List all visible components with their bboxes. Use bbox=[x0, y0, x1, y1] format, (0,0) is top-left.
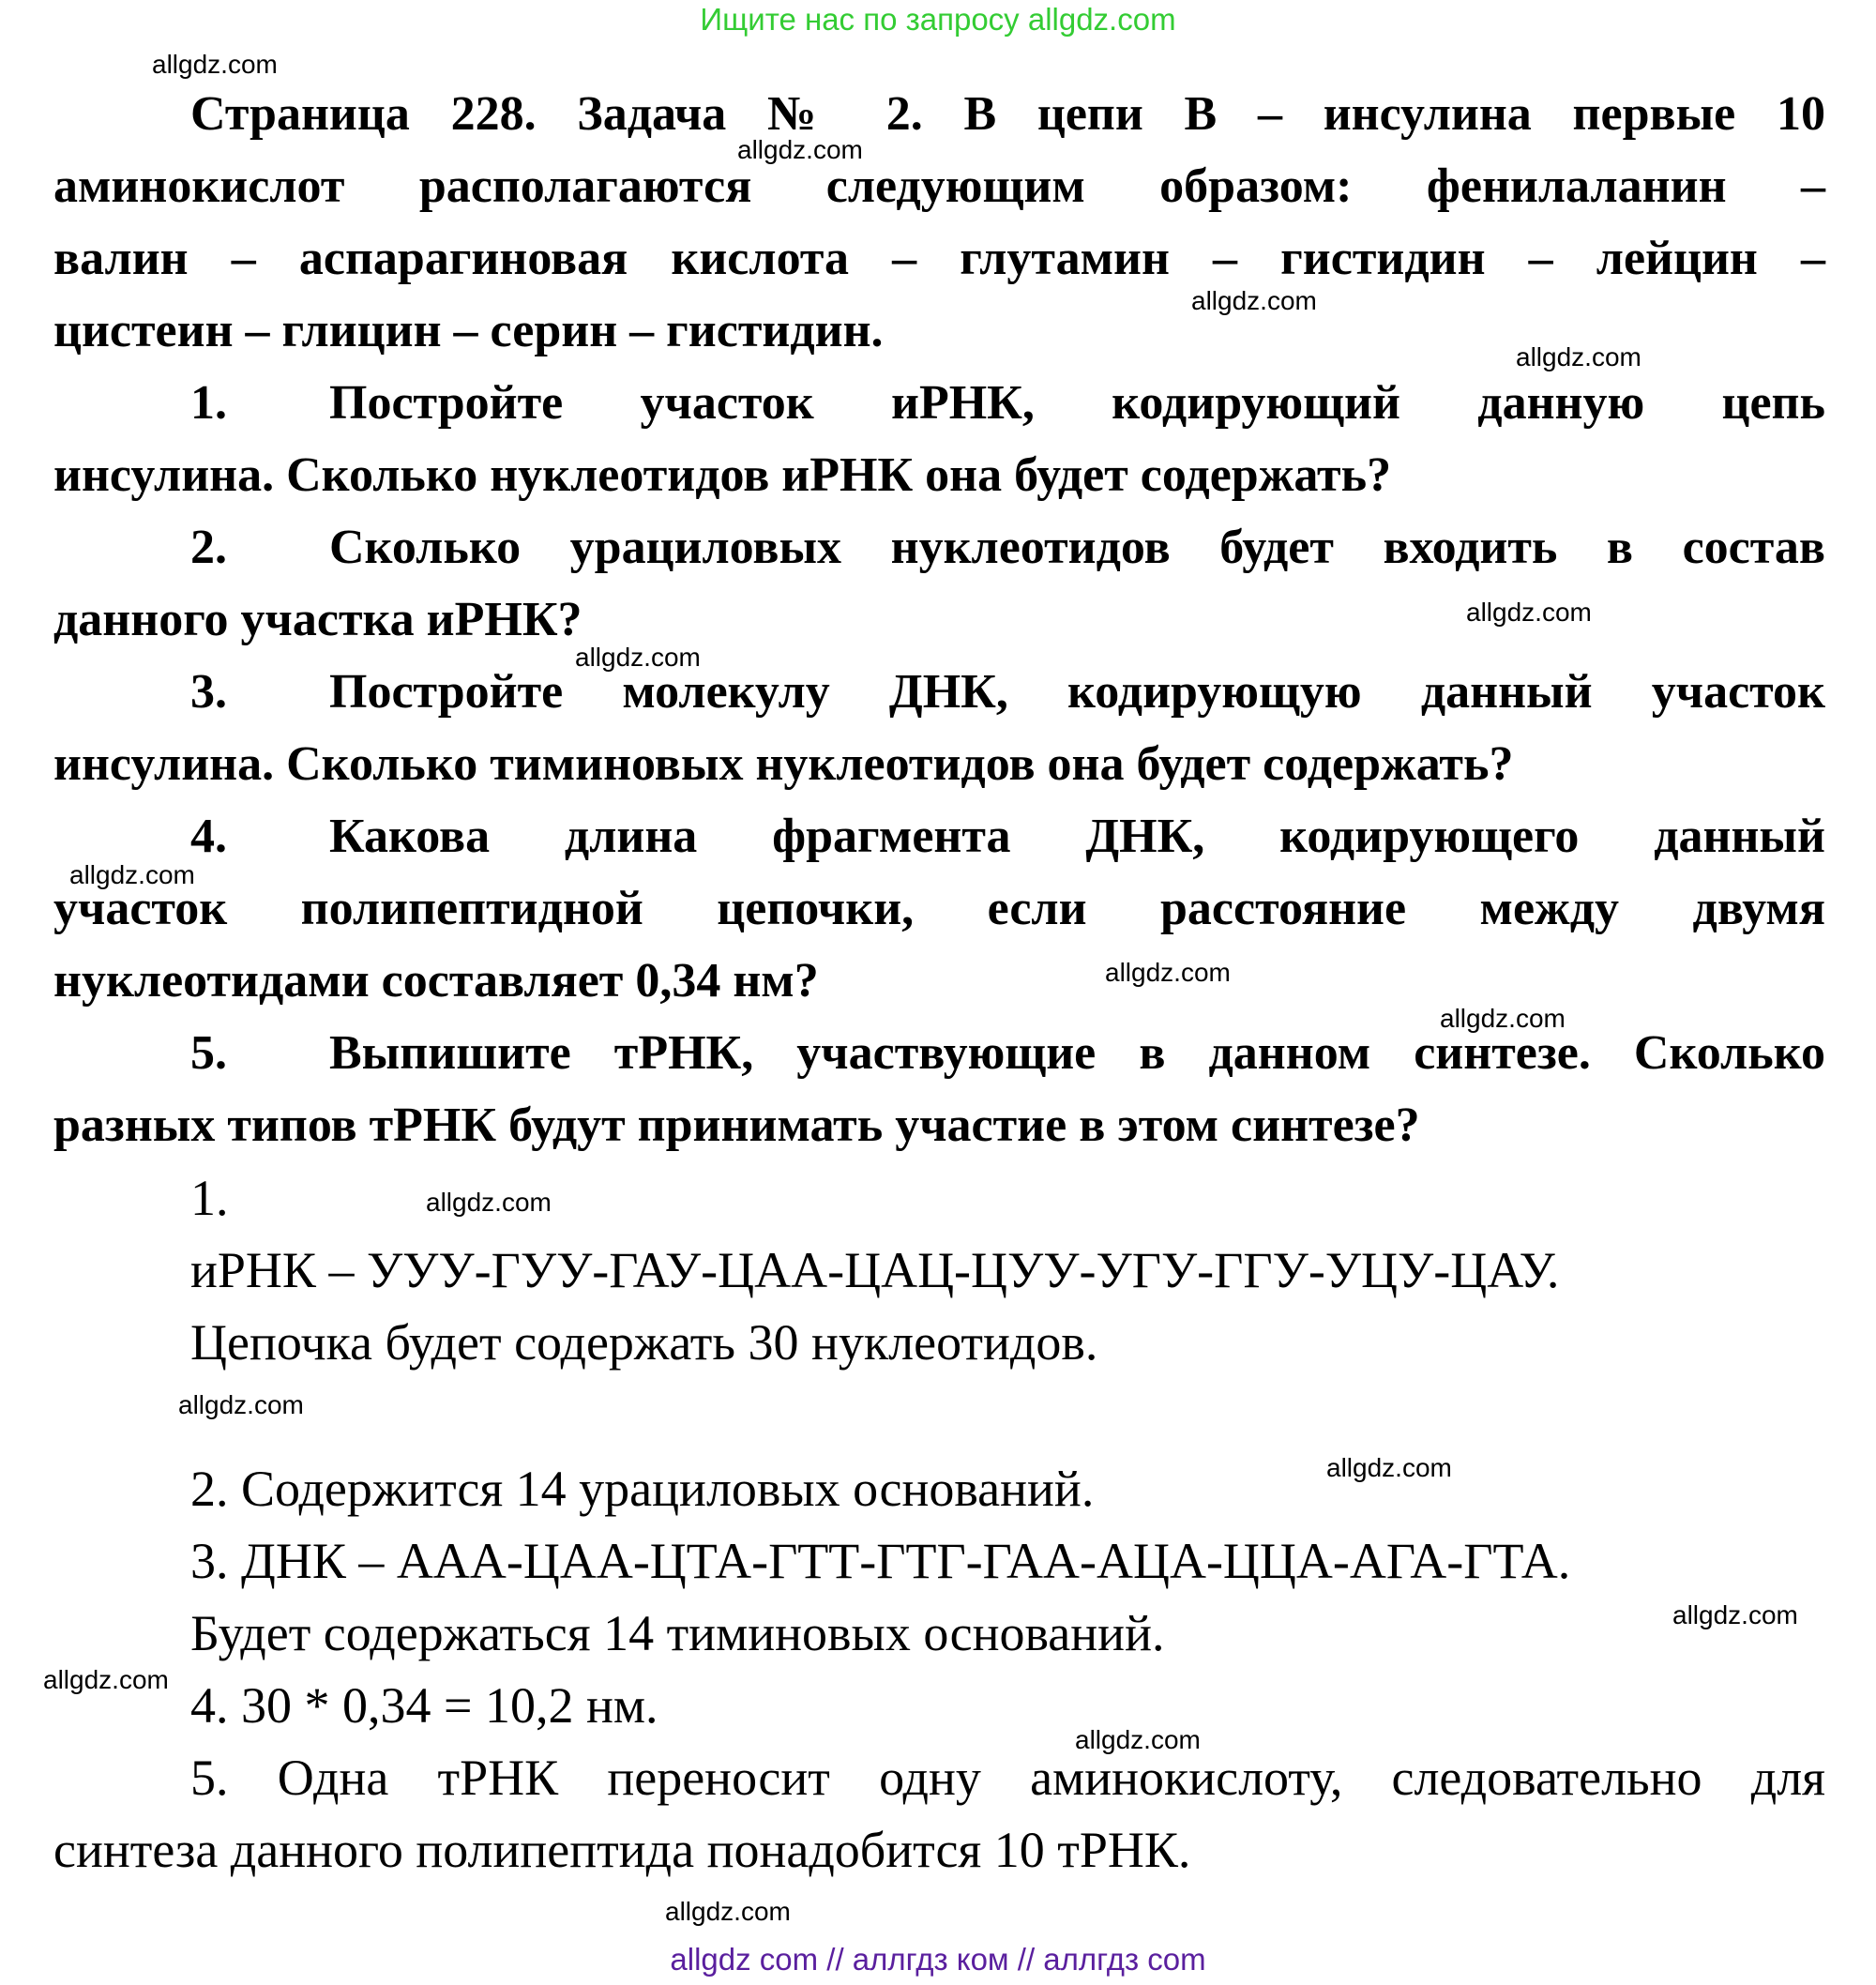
task-text-line: валин – аспарагиновая кислота – глутамин – гистидин – лейцин – bbox=[53, 232, 1825, 285]
watermark: allgdz.com bbox=[1516, 342, 1642, 371]
watermark: allgdz.com bbox=[1440, 1004, 1566, 1033]
task-text-line: аминокислот располагаются следующим образом: фенилаланин – bbox=[53, 159, 1825, 213]
watermark: allgdz.com bbox=[665, 1897, 791, 1926]
question-text: Сколько урациловых нуклеотидов будет входить в состав bbox=[329, 521, 1825, 574]
question-number: 2. bbox=[190, 521, 227, 574]
question-text: инсулина. Сколько нуклеотидов иРНК она будет содержать? bbox=[53, 448, 1392, 502]
question-2 bbox=[190, 515, 1825, 581]
question-number: 4. bbox=[190, 810, 227, 863]
answer-5-continued: синтеза данного полипептида понадобится 10 тРНК. bbox=[53, 1822, 1191, 1878]
question-number: 5. bbox=[190, 1026, 227, 1080]
answer-4: 4. 30 * 0,34 = 10,2 нм. bbox=[190, 1677, 658, 1734]
watermark: allgdz.com bbox=[737, 135, 863, 164]
question-number: 1. bbox=[190, 376, 227, 430]
answer-3-count: Будет содержаться 14 тиминовых оснований. bbox=[190, 1605, 1165, 1661]
watermark: allgdz.com bbox=[1191, 286, 1317, 315]
watermark: allgdz.com bbox=[1466, 598, 1592, 627]
watermark: allgdz.com bbox=[1672, 1600, 1798, 1629]
question-text: Выпишите тРНК, участвующие в данном синтезе. Сколько bbox=[329, 1026, 1825, 1080]
answer-1-number: 1. bbox=[190, 1170, 229, 1226]
search-banner: Ищите нас по запросу allgdz.com bbox=[700, 2, 1176, 37]
question-3 bbox=[190, 659, 1825, 725]
task-text-line: цистеин – глицин – серин – гистидин. bbox=[53, 304, 884, 357]
answer-3-dna: 3. ДНК – ААА-ЦАА-ЦТА-ГТТ-ГТГ-ГАА-АЦА-ЦЦА-АГА-ГТА. bbox=[190, 1533, 1571, 1589]
watermark: allgdz.com bbox=[178, 1390, 304, 1419]
question-5 bbox=[190, 1021, 1825, 1086]
question-text: разных типов тРНК будут принимать участие в этом синтезе? bbox=[53, 1099, 1420, 1152]
watermark: allgdz.com bbox=[1326, 1453, 1452, 1482]
footer-links: allgdz com // аллгдз ком // аллгдз com bbox=[670, 1942, 1206, 1977]
question-text: участок полипептидной цепочки, если расстояние между двумя bbox=[53, 882, 1825, 935]
question-text: Постройте участок иРНК, кодирующий данную цепь bbox=[329, 376, 1825, 430]
question-1 bbox=[190, 371, 1825, 436]
question-text: нуклеотидами составляет 0,34 нм? bbox=[53, 954, 819, 1008]
task-title-line: Страница 228. Задача № 2. В цепи В – инсулина первые 10 bbox=[190, 87, 1825, 141]
watermark: allgdz.com bbox=[1075, 1725, 1201, 1754]
question-text: Постройте молекулу ДНК, кодирующую данный участок bbox=[329, 665, 1825, 719]
watermark: allgdz.com bbox=[152, 50, 278, 79]
answer-1-count: Цепочка будет содержать 30 нуклеотидов. bbox=[190, 1314, 1098, 1371]
question-4 bbox=[190, 804, 1825, 870]
answer-1-mrna: иРНК – УУУ-ГУУ-ГАУ-ЦАА-ЦАЦ-ЦУУ-УГУ-ГГУ-УЦУ-ЦАУ. bbox=[190, 1242, 1560, 1298]
question-text: инсулина. Сколько тиминовых нуклеотидов она будет содержать? bbox=[53, 737, 1514, 791]
watermark: allgdz.com bbox=[575, 643, 701, 672]
question-text: данного участка иРНК? bbox=[53, 593, 582, 646]
answer-2: 2. Содержится 14 урациловых оснований. bbox=[190, 1461, 1095, 1517]
question-text: Какова длина фрагмента ДНК, кодирующего данный bbox=[329, 810, 1825, 863]
watermark: allgdz.com bbox=[426, 1188, 552, 1217]
answer-5: 5. Одна тРНК переносит одну аминокислоту, следовательно для bbox=[190, 1750, 1825, 1806]
question-number: 3. bbox=[190, 665, 227, 719]
watermark: allgdz.com bbox=[43, 1665, 169, 1694]
watermark: allgdz.com bbox=[1105, 958, 1231, 987]
watermark: allgdz.com bbox=[69, 860, 195, 889]
